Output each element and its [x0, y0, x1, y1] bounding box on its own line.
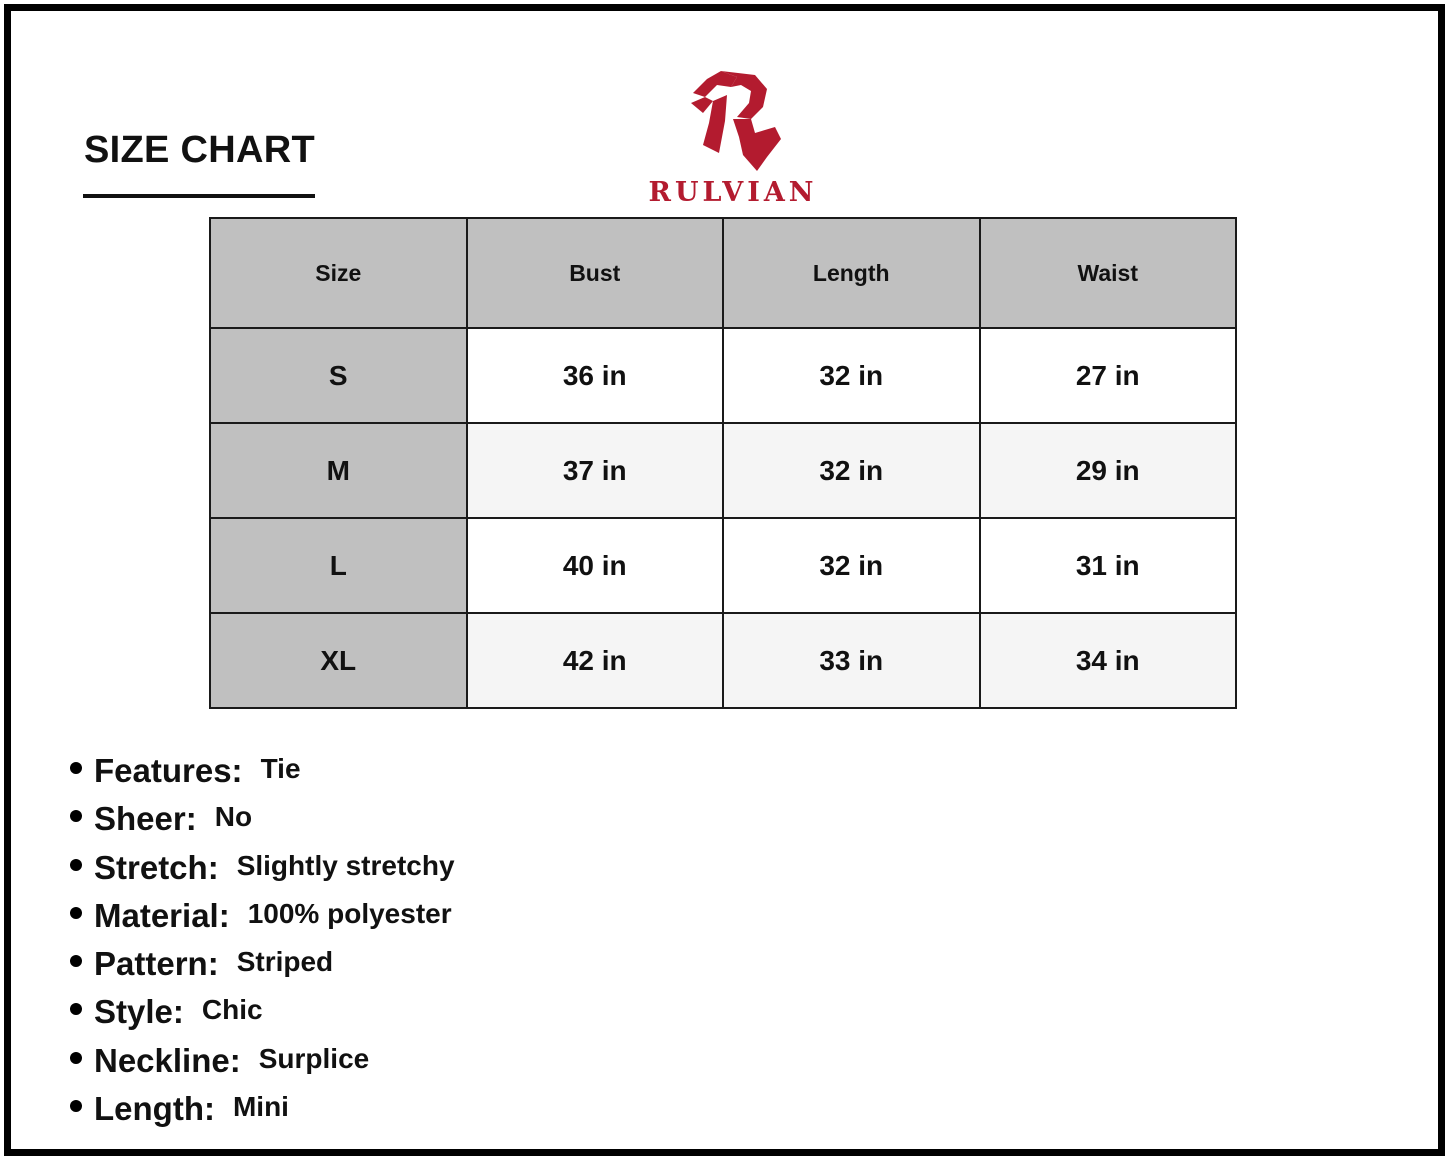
length-cell: 32 in — [723, 518, 980, 613]
bust-cell: 36 in — [467, 328, 724, 423]
size-table — [209, 217, 1237, 709]
column-header-size: Size — [210, 218, 467, 328]
bullet-icon — [70, 1052, 82, 1064]
table-row — [210, 518, 1236, 613]
bullet-icon — [70, 762, 82, 774]
waist-cell: 27 in — [980, 328, 1237, 423]
feature-value: Slightly stretchy — [236, 849, 455, 881]
column-header-waist: Waist — [980, 218, 1237, 328]
length-cell: 32 in — [723, 423, 980, 518]
bust-cell: 42 in — [467, 613, 724, 708]
length-cell: 33 in — [723, 613, 980, 708]
feature-value: No — [214, 801, 253, 833]
feature-value: Striped — [236, 946, 334, 978]
bust-cell: 37 in — [467, 423, 724, 518]
bullet-icon — [70, 859, 82, 871]
size-cell: XL — [210, 613, 467, 708]
list-item — [70, 945, 455, 993]
size-cell: L — [210, 518, 467, 613]
table-header-row — [210, 218, 1236, 328]
bullet-icon — [70, 1100, 82, 1112]
feature-value: Chic — [201, 994, 263, 1026]
list-item — [70, 1090, 455, 1138]
feature-value: Tie — [260, 753, 301, 784]
list-item — [70, 752, 455, 800]
bullet-icon — [70, 810, 82, 822]
feature-label: Sheer: — [94, 800, 197, 838]
feature-value: 100% polyester — [247, 897, 452, 929]
length-cell: 32 in — [723, 328, 980, 423]
title-underline — [83, 194, 315, 198]
table-row — [210, 613, 1236, 708]
feature-label: Material: — [94, 896, 230, 934]
waist-cell: 29 in — [980, 423, 1237, 518]
list-item — [70, 897, 455, 945]
feature-value: Surplice — [258, 1042, 370, 1074]
column-header-length: Length — [723, 218, 980, 328]
bullet-icon — [70, 955, 82, 967]
waist-cell: 31 in — [980, 518, 1237, 613]
feature-value: Mini — [232, 1091, 289, 1123]
feature-label: Pattern: — [94, 945, 219, 983]
table-row — [210, 328, 1236, 423]
list-item — [70, 849, 455, 897]
waist-cell: 34 in — [980, 613, 1237, 708]
list-item — [70, 993, 455, 1041]
feature-label: Length: — [94, 1090, 215, 1128]
bullet-icon — [70, 907, 82, 919]
feature-label: Neckline: — [94, 1041, 241, 1079]
bullet-icon — [70, 1003, 82, 1015]
feature-list — [70, 752, 455, 1138]
feature-label: Stretch: — [94, 848, 219, 886]
brand-logo — [635, 61, 835, 211]
brand-name: RULVIAN — [648, 177, 818, 208]
list-item — [70, 1042, 455, 1090]
size-cell: M — [210, 423, 467, 518]
feature-label: Style: — [94, 993, 184, 1031]
size-cell: S — [210, 328, 467, 423]
stylized-r-icon — [685, 61, 785, 171]
page-title: SIZE CHART — [84, 129, 315, 171]
bust-cell: 40 in — [467, 518, 724, 613]
feature-label: Features: — [94, 752, 243, 789]
column-header-bust: Bust — [467, 218, 724, 328]
list-item — [70, 800, 455, 848]
table-row — [210, 423, 1236, 518]
